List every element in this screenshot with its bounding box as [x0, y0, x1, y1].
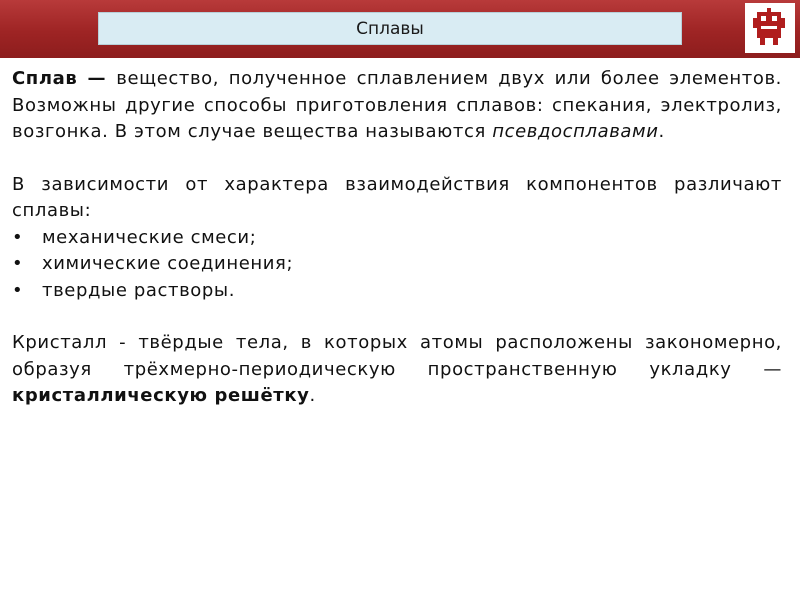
definition-text: вещество, полученное сплавлением двух или более элементов. Возможны другие способы приготовления сплавов: спекания, электролиз, возгонка. В этом случае вещества называются [12, 68, 782, 142]
definition-paragraph [12, 66, 782, 146]
list-item [12, 251, 782, 278]
term-dash: — [77, 68, 117, 89]
definition-end: . [658, 121, 665, 142]
list-item-text: твердые растворы. [42, 279, 236, 301]
slide-content [12, 66, 782, 410]
robot-logo-icon [748, 6, 792, 50]
term-splav: Сплав [12, 68, 78, 89]
bullet-dot: • [12, 226, 24, 248]
classification-intro: В зависимости от характера взаимодействия компонентов различают сплавы: [12, 173, 782, 221]
logo [745, 3, 795, 53]
crystal-paragraph [12, 330, 782, 410]
bullet-dot: • [12, 279, 24, 301]
crystal-lattice-term: кристаллическую решётку [12, 385, 310, 406]
list-item [12, 225, 782, 252]
bullet-dot: • [12, 253, 24, 274]
slide-title: Сплавы [356, 18, 424, 39]
list-item [12, 278, 782, 305]
alloy-types-list [12, 225, 782, 305]
pseudoalloy-term: псевдосплавами [492, 121, 659, 142]
list-item-text: механические смеси; [42, 226, 257, 248]
list-item-text: химические соединения; [42, 253, 294, 274]
crystal-end: . [309, 385, 316, 406]
crystal-text: Кристалл - твёрдые тела, в которых атомы расположены закономерно, образуя трёхмерно-периодическую пространственную укладку — [12, 332, 782, 380]
slide-title-box [98, 12, 682, 45]
